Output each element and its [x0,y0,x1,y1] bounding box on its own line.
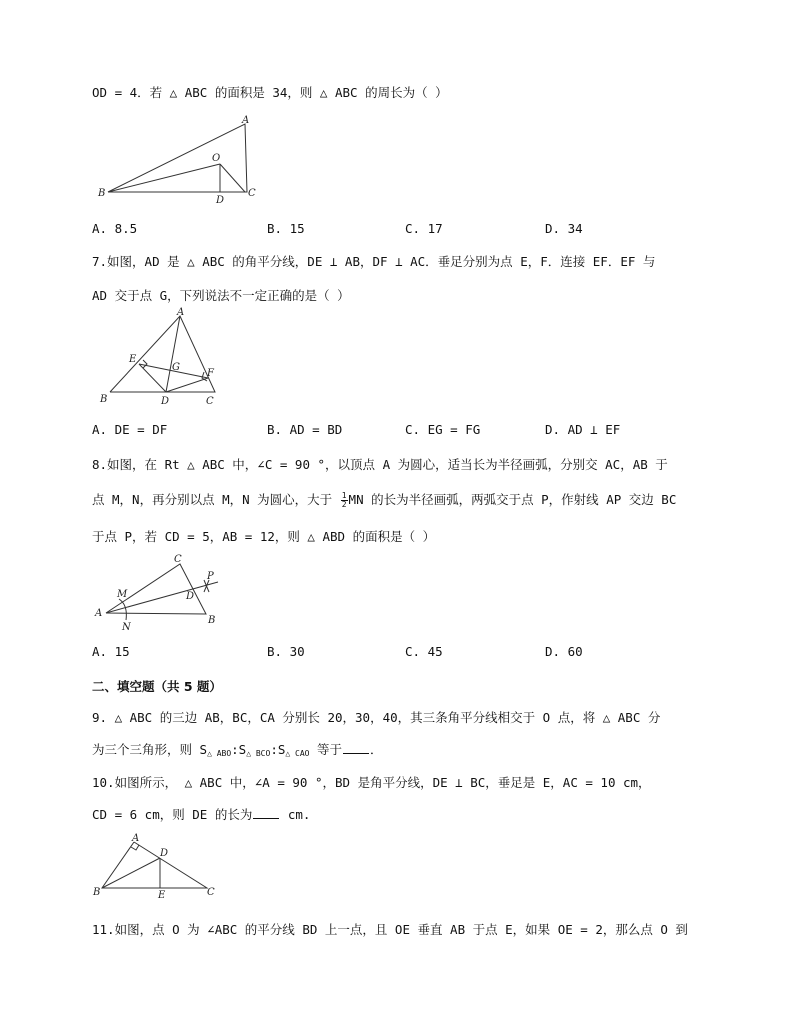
q9-subscript-cao: △ CAO [285,749,310,758]
q10-line2 [92,805,310,823]
q10-answer-blank[interactable] [253,807,279,819]
q9-separator-2: :S [270,742,286,757]
q9-line2 [92,740,383,758]
q6-text: OD = 4．若 △ ABC 的面积是 34，则 △ ABC 的周长为（ ） [92,85,448,100]
q7-label-b: B [100,394,108,405]
q9-line1: 9. △ ABC 的三边 AB，BC，CA 分别长 20，30，40，其三条角平分线相交于 O 点，将 △ ABC 分 [92,710,661,725]
q8-label-a: A [95,608,103,619]
q7-option-c[interactable]: C. EG = FG [405,422,481,437]
q6-label-c: C [248,188,256,199]
q6-option-c[interactable]: C. 17 [405,221,443,236]
q8-fraction-numerator: 1 [341,491,347,500]
q10-right-angle-a [131,845,139,850]
q10-label-c: C [207,887,215,898]
q10-triangle [102,842,207,888]
q10-label-a: A [132,833,140,844]
section-fill-in-title: 二、填空题（共 5 题） [92,679,222,694]
q6-label-o: O [212,153,221,164]
q6-segment-oc [220,164,245,192]
q7-label-e: E [129,354,137,365]
q7-line2: AD 交于点 G，下列说法不一定正确的是（ ） [92,288,350,303]
q8-option-c[interactable]: C. 45 [405,644,443,659]
q9-subscript-bco: △ BCO [246,749,271,758]
q8-fraction [341,492,348,509]
q7-line1: 7.如图，AD 是 △ ABC 的角平分线，DE ⊥ AB，DF ⊥ AC．垂足分别为点 E，F．连接 EF．EF 与 [92,254,656,269]
q7-label-d: D [161,396,170,407]
q8-line1: 8.如图，在 Rt △ ABC 中，∠C = 90 °，以顶点 A 为圆心，适当长为半径画弧，分别交 AC，AB 于 [92,457,668,472]
q9-subscript-abo: △ ABO [207,749,232,758]
q8-line2-end: MN 的长为半径画弧，两弧交于点 P，作射线 AP 交边 BC [348,492,677,507]
q8-label-d: D [186,591,195,602]
q6-option-a[interactable]: A. 8.5 [92,221,138,236]
q8-label-b: B [208,615,216,626]
q10-label-e: E [158,890,166,901]
q8-label-m: M [117,589,128,600]
q6-option-d[interactable]: D. 34 [545,221,583,236]
q7-figure [98,306,228,408]
q7-label-g: G [172,362,180,373]
q10-segment-bd [102,858,160,888]
q8-line2 [92,490,676,509]
q8-line2-start: 点 M，N，再分别以点 M，N 为圆心，大于 [92,492,340,507]
q8-option-b[interactable]: B. 30 [267,644,305,659]
q7-segment-df [166,378,208,392]
q7-option-d[interactable]: D. AD ⊥ EF [545,422,621,437]
q8-option-d[interactable]: D. 60 [545,644,583,659]
q6-option-b[interactable]: B. 15 [267,221,305,236]
q8-option-a[interactable]: A. 15 [92,644,130,659]
q10-line2-end: cm. [280,807,311,822]
q6-figure [95,114,270,206]
q7-label-c: C [206,396,214,407]
q10-figure [92,832,222,901]
q8-label-c: C [174,554,182,565]
q8-fraction-denominator: 2 [341,500,347,509]
q8-line3: 于点 P，若 CD = 5，AB = 12，则 △ ABD 的面积是（ ） [92,529,436,544]
q11-line1: 11.如图，点 O 为 ∠ABC 的平分线 BD 上一点，且 OE 垂直 AB 于点 E，如果 OE = 2，那么点 O 到 [92,922,688,937]
q10-label-d: D [160,848,169,859]
q10-line1: 10.如图所示， △ ABC 中，∠A = 90 °，BD 是角平分线，DE ⊥ BC，垂足是 E，AC = 10 cm， [92,775,651,790]
q6-triangle [108,124,247,192]
q6-label-d: D [216,195,225,206]
q7-label-a: A [177,307,185,318]
q6-label-a: A [242,115,250,126]
q9-line2-middle: 等于 [309,742,342,757]
q7-option-b[interactable]: B. AD = BD [267,422,343,437]
q6-label-b: B [98,188,106,199]
q10-label-b: B [93,887,101,898]
q9-line2-start: 为三个三角形，则 S [92,742,208,757]
q8-label-p: P [207,571,214,582]
q7-option-a[interactable]: A. DE = DF [92,422,168,437]
q9-answer-blank[interactable] [343,742,369,754]
q10-line2-start: CD = 6 cm，则 DE 的长为 [92,807,253,822]
q8-label-n: N [122,622,131,633]
q6-segment-bo [108,164,220,192]
q7-segment-ad [166,316,180,392]
q7-label-f: F [207,368,214,379]
q7-right-angle-e [143,360,147,368]
q9-separator-1: :S [231,742,247,757]
q8-figure [92,552,227,632]
q9-line2-end: ． [370,742,383,757]
